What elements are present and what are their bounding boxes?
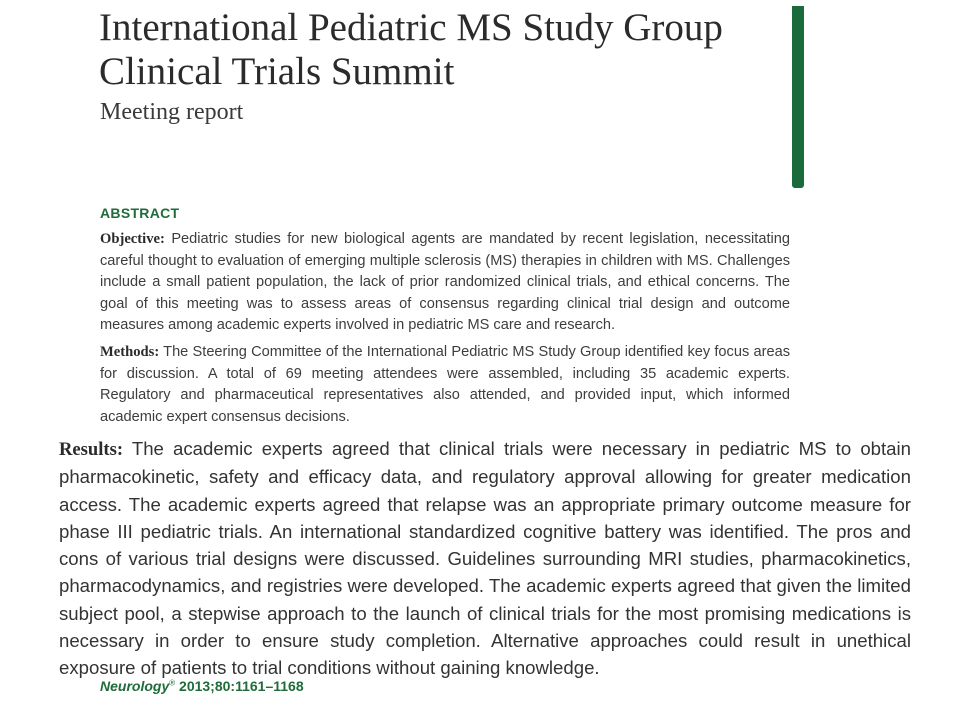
citation-reference: 2013;80:1161–1168: [179, 678, 304, 694]
results-label: Results:: [59, 439, 124, 460]
article-title: International Pediatric MS Study Group Clinical Trials Summit: [99, 6, 723, 93]
methods-label: Methods:: [100, 344, 160, 360]
article-type: Meeting report: [100, 99, 244, 125]
objective-label: Objective:: [100, 231, 165, 247]
registered-mark: ®: [169, 678, 176, 688]
abstract-heading: ABSTRACT: [100, 205, 180, 221]
journal-name: Neurology: [100, 678, 170, 694]
results-text: The academic experts agreed that clinical trials were necessary in pediatric MS to obtain pharmacokinetic, safety and efficacy data, and regulatory approval allowing for greater medication access. The academic experts agreed that relapse was an appropriate primary outcome measure for phase III pediatric trials. An international standardized cognitive battery was identified. The pros and cons of various trial designs were discussed. Guidelines surrounding MRI studies, pharmacokinetics, pharmacodynamics, and registries were developed. The academic experts agreed that given the limited subject pool, a stepwise approach to the launch of clinical trials for the most promising medications is necessary in order to ensure study completion. Alternative approaches could result in unethical exposure of patients to trial conditions without gaining knowledge.: [59, 438, 911, 679]
methods-text: The Steering Committee of the International Pediatric MS Study Group identified key focus areas for discussion. A total of 69 meeting attendees were assembled, including 35 academic experts. Regulatory and pharmaceutical representatives also attended, and provided input, which informed academic expert consensus decisions.: [100, 344, 790, 425]
methods-paragraph: [100, 342, 790, 428]
results-paragraph: [59, 435, 911, 682]
accent-bar: [792, 6, 804, 188]
objective-text: Pediatric studies for new biological agents are mandated by recent legislation, necessitating careful thought to evaluation of emerging multiple sclerosis (MS) therapies in children with MS. Challenges include a small patient population, the lack of prior randomized clinical trials, and ethical concerns. The goal of this meeting was to assess areas of consensus regarding clinical trial design and outcome measures among academic experts involved in pediatric MS care and research.: [100, 231, 790, 334]
objective-paragraph: [100, 229, 790, 337]
citation: [100, 678, 304, 694]
